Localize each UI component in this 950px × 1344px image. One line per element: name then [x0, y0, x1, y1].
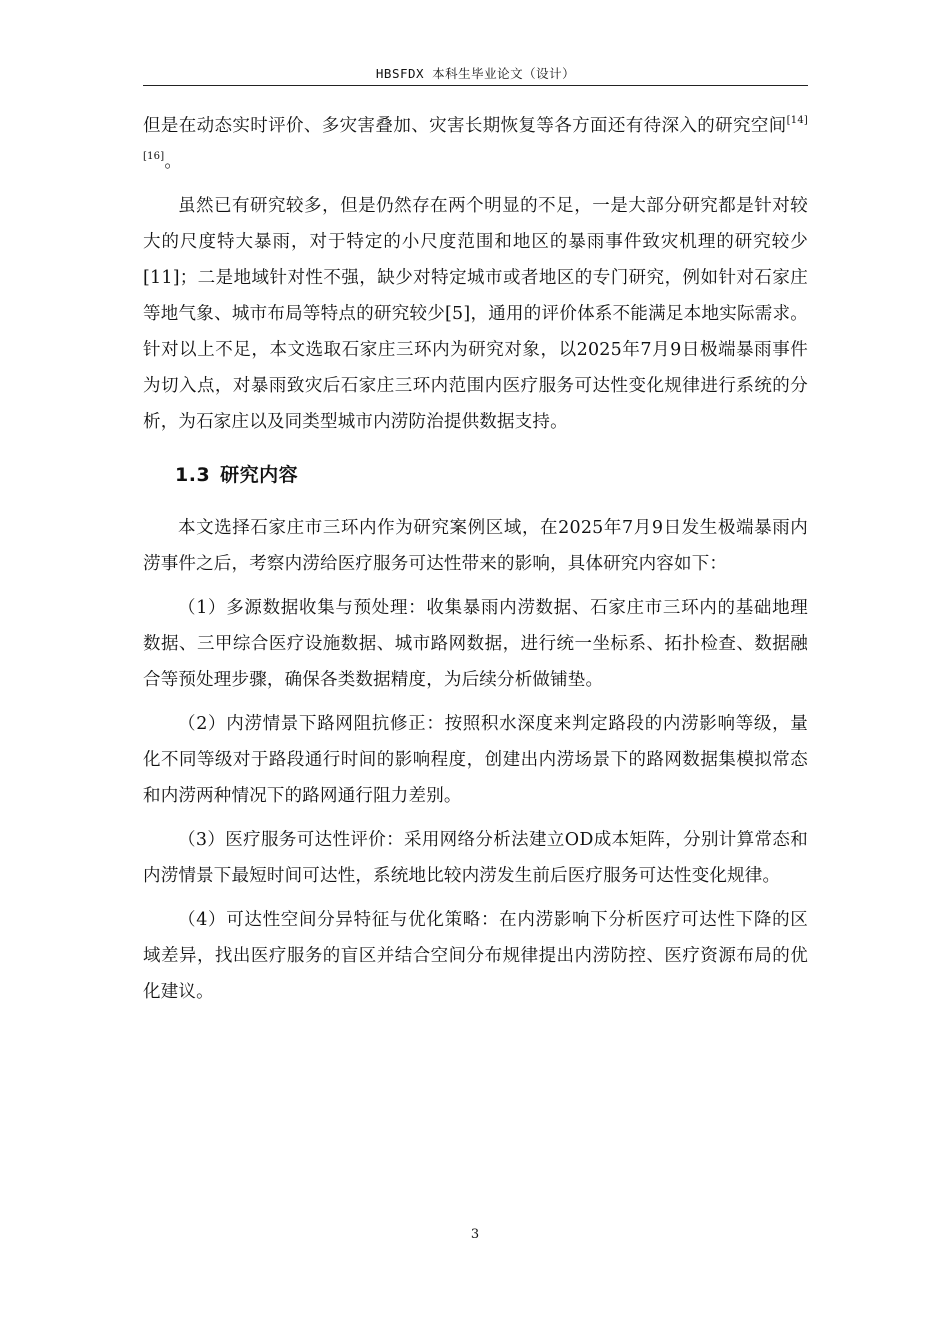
list-item-1: （1）多源数据收集与预处理：收集暴雨内涝数据、石家庄市三环内的基础地理数据、三甲综合医疗设施数据、城市路网数据，进行统一坐标系、拓扑检查、数据融合等预处理步骤，确保各类数据精度，为后续分析做铺垫。: [143, 598, 808, 690]
list-item-3: （3）医疗服务可达性评价：采用网络分析法建立OD成本矩阵，分别计算常态和内涝情景下最短时间可达性，系统地比较内涝发生前后医疗服务可达性变化规律。: [143, 830, 808, 886]
list-item-4: （4）可达性空间分异特征与优化策略：在内涝影响下分析医疗可达性下降的区域差异，找出医疗服务的盲区并结合空间分布规律提出内涝防控、医疗资源布局的优化建议。: [143, 910, 808, 1002]
header-rule: [143, 85, 808, 86]
list-item-2: （2）内涝情景下路网阻抗修正：按照积水深度来判定路段的内涝影响等级，量化不同等级对于路段通行时间的影响程度，创建出内涝场景下的路网数据集模拟常态和内涝两种情况下的路网通行阻力差别。: [143, 714, 808, 806]
page-body: [143, 108, 808, 1018]
section-number: 1.3: [175, 464, 211, 486]
page-number: 3: [470, 1227, 480, 1242]
section-heading: [175, 458, 808, 492]
paragraph-text: 但是在动态实时评价、多灾害叠加、灾害长期恢复等各方面还有待深入的研究空间: [143, 116, 787, 136]
paragraph-continued: [143, 108, 808, 180]
running-header: HBSFDX 本科生毕业论文（设计）: [375, 66, 576, 81]
paragraph-end: 。: [164, 152, 183, 172]
citation-marker: [14][16]: [143, 115, 808, 162]
section-title: 研究内容: [220, 464, 299, 486]
paragraph-research-intro: 本文选择石家庄市三环内作为研究案例区域，在2025年7月9日发生极端暴雨内涝事件之后，考察内涝给医疗服务可达性带来的影响，具体研究内容如下：: [143, 518, 808, 574]
paragraph-research-gaps: 虽然已有研究较多，但是仍然存在两个明显的不足，一是大部分研究都是针对较大的尺度特大暴雨，对于特定的小尺度范围和地区的暴雨事件致灾机理的研究较少[11]；二是地域针对性不强，缺少对特定城市或者地区的专门研究，例如针对石家庄等地气象、城市布局等特点的研究较少[5]，通用的评价体系不能满足本地实际需求。针对以上不足，本文选取石家庄三环内为研究对象，以2025年7月9日极端暴雨事件为切入点，对暴雨致灾后石家庄三环内范围内医疗服务可达性变化规律进行系统的分析，为石家庄以及同类型城市内涝防治提供数据支持。: [143, 196, 808, 432]
